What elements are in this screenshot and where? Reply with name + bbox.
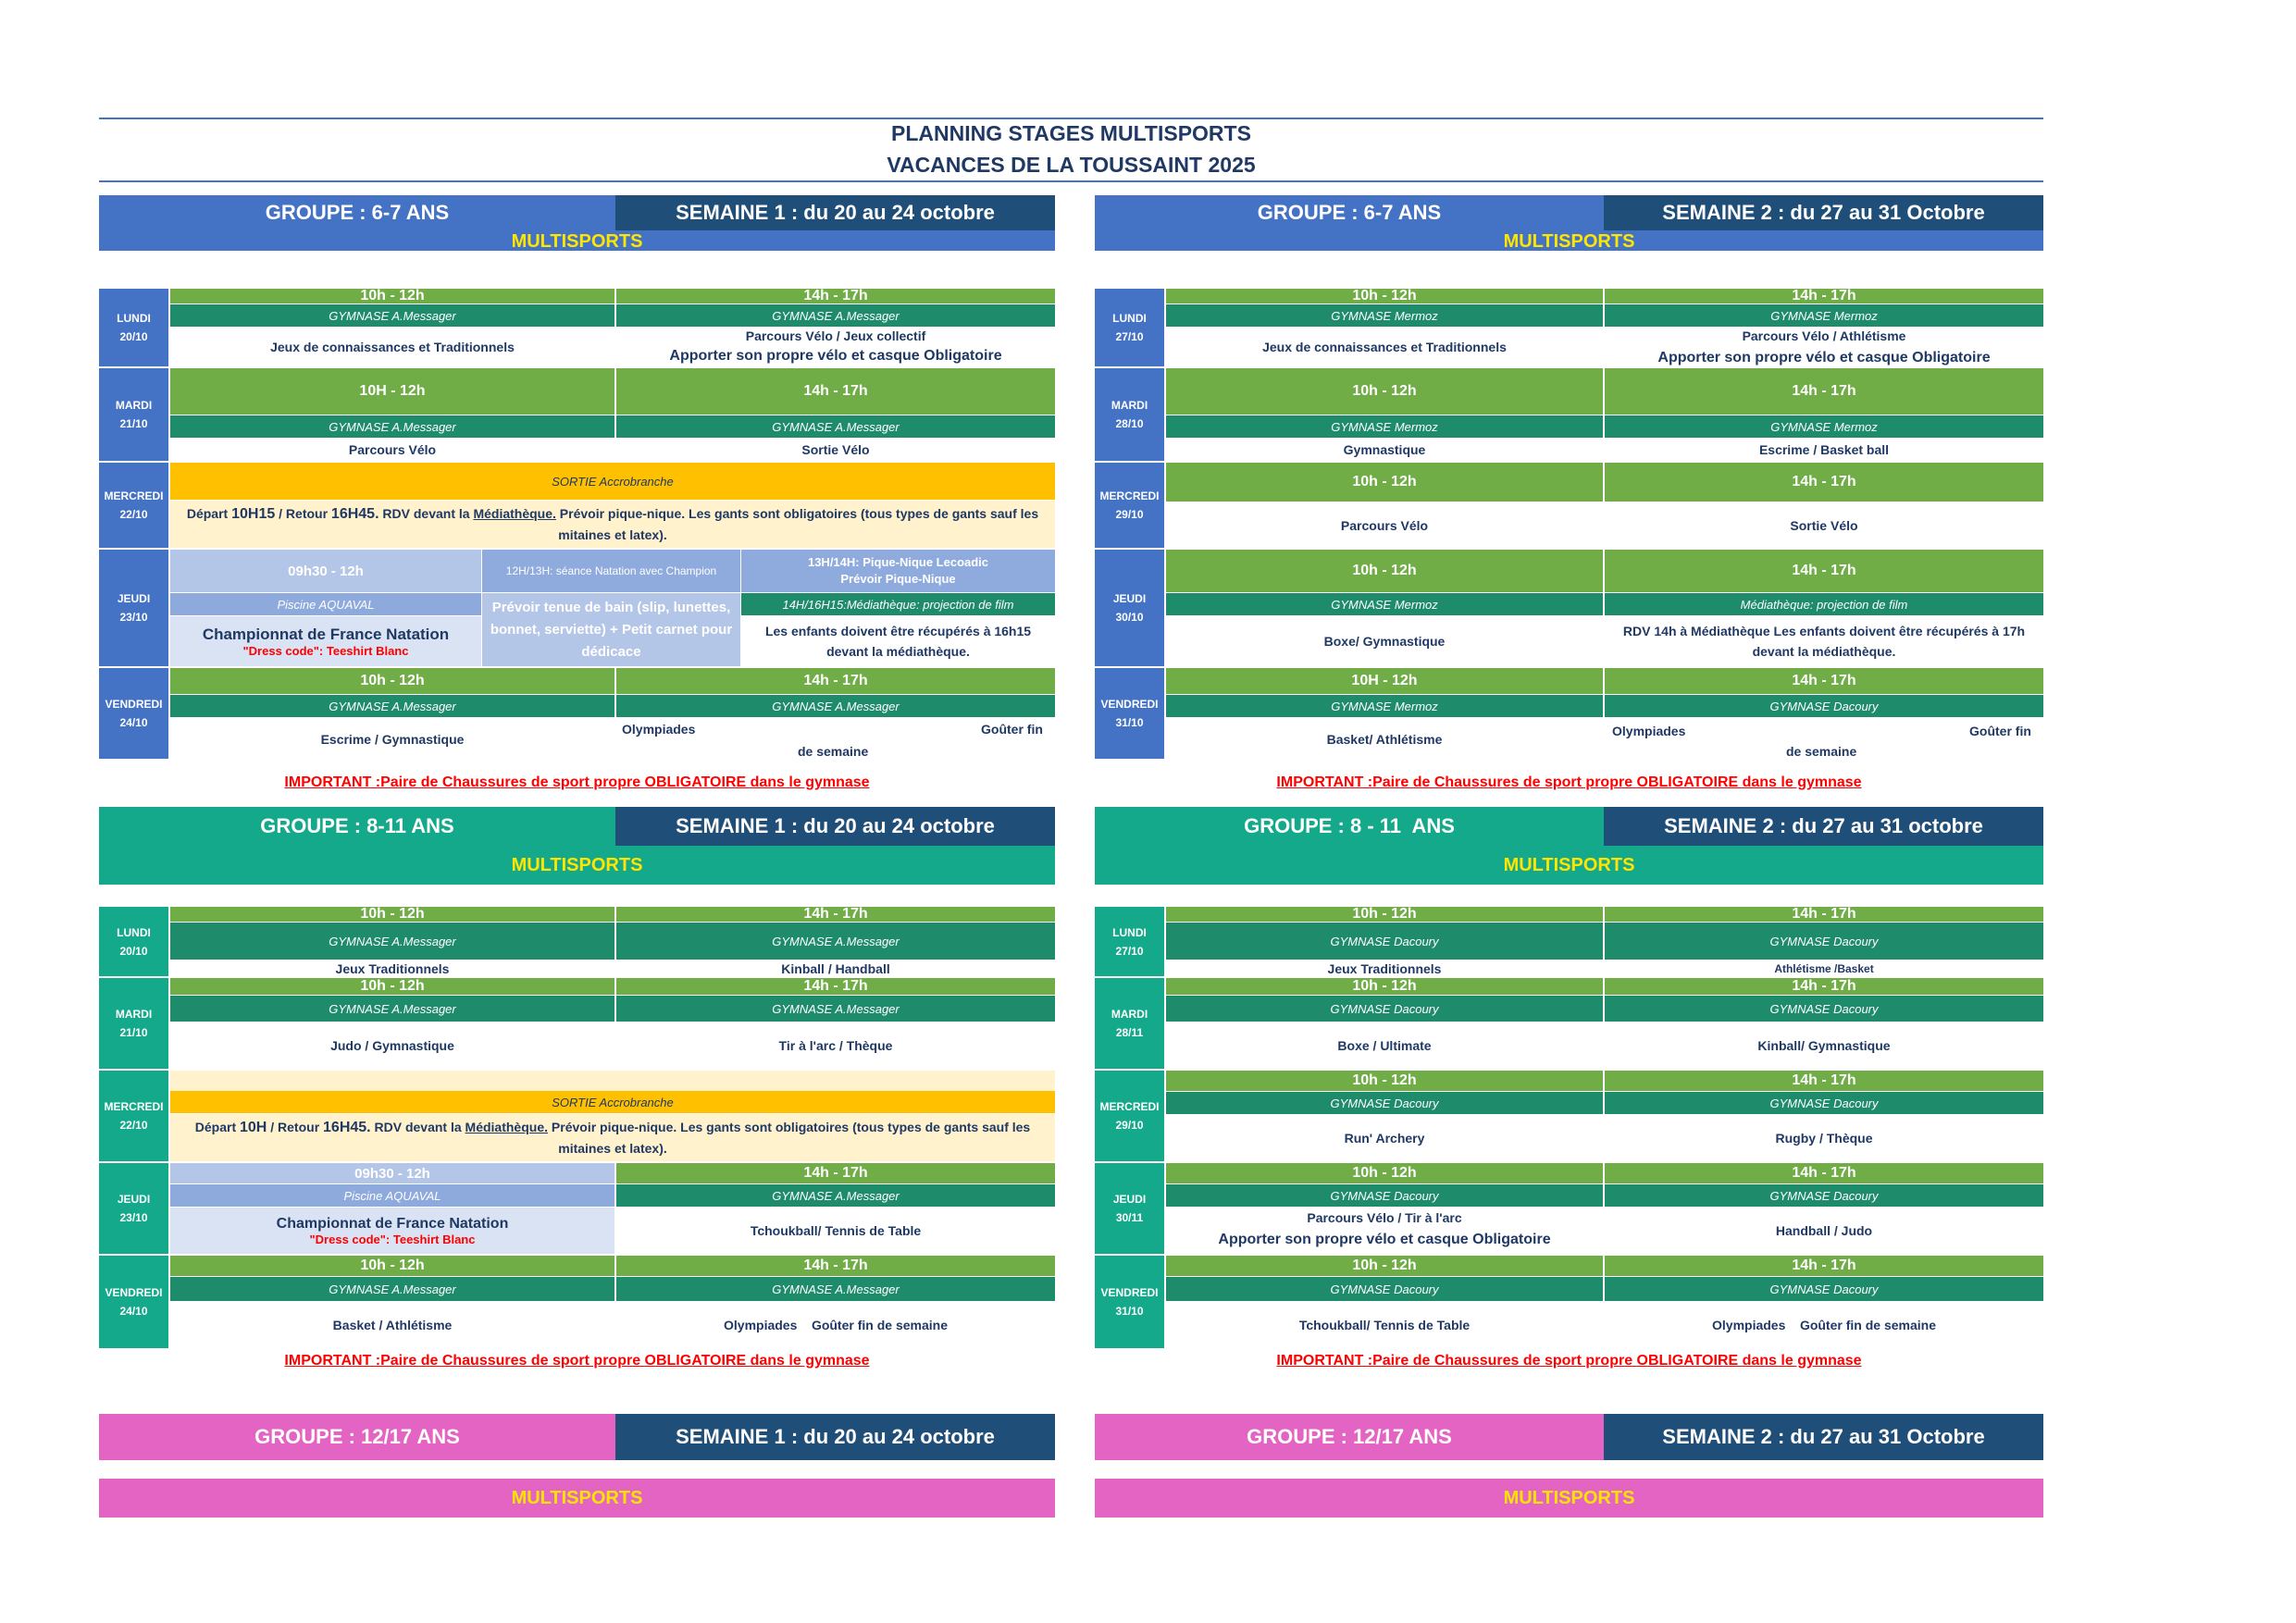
- week-header-1: SEMAINE 1 : du 20 au 24 octobre: [615, 807, 1055, 846]
- time-slot: 14h - 17h: [1605, 289, 2043, 304]
- location: GYMNASE Mermoz: [1166, 304, 1603, 327]
- multisports-label: MULTISPORTS: [1095, 1479, 2043, 1518]
- location: GYMNASE Dacoury: [1605, 923, 2043, 960]
- time-slot: 14h - 17h: [1605, 368, 2043, 415]
- time-slot: 10h - 12h: [1166, 978, 1603, 995]
- activity: Run' Archery: [1344, 1131, 1425, 1146]
- day-mercredi: MERCREDI 22/10: [99, 1071, 168, 1161]
- location: GYMNASE Mermoz: [1166, 593, 1603, 615]
- activity: RDV 14h à Médiathèque Les enfants doivent être récupérés à 17h devant la médiathèque.: [1622, 624, 2026, 659]
- activity: Handball / Judo: [1775, 1223, 1873, 1238]
- day-mardi: MARDI 28/11: [1095, 978, 1164, 1069]
- gouter: Goûter fin: [1969, 724, 2031, 738]
- time-slot: 10h - 12h: [170, 907, 614, 922]
- location: GYMNASE A.Messager: [170, 923, 614, 960]
- location: GYMNASE Dacoury: [1605, 1092, 2043, 1114]
- velo-note: Apporter son propre vélo et casque Obligatoire: [1657, 350, 1991, 365]
- location: GYMNASE Mermoz: [1605, 415, 2043, 438]
- important-note: IMPORTANT :Paire de Chaussures de sport propre OBLIGATOIRE dans le gymnase: [1276, 774, 1862, 790]
- group-header-12-17: GROUPE : 12/17 ANS: [1095, 1414, 1604, 1460]
- week-header-2: SEMAINE 2 : du 27 au 31 Octobre: [1604, 195, 2043, 230]
- multisports-label: MULTISPORTS: [99, 1479, 1055, 1518]
- activity: Jeux de connaissances et Traditionnels: [1262, 340, 1507, 354]
- time-slot: 14h - 17h: [616, 907, 1055, 922]
- time-slot: 10h - 12h: [1166, 368, 1603, 415]
- important-note: IMPORTANT :Paire de Chaussures de sport propre OBLIGATOIRE dans le gymnase: [284, 1353, 870, 1369]
- activity: Rugby / Thèque: [1775, 1131, 1873, 1146]
- location: GYMNASE Dacoury: [1166, 1092, 1603, 1114]
- location: GYMNASE A.Messager: [616, 1184, 1055, 1207]
- location: GYMNASE Dacoury: [1166, 1184, 1603, 1207]
- time-slot: 14h - 17h: [1605, 550, 2043, 592]
- page-title-line1: PLANNING STAGES MULTISPORTS: [891, 121, 1251, 145]
- location: GYMNASE Dacoury: [1166, 996, 1603, 1022]
- activity: Basket/ Athlétisme: [1326, 732, 1443, 747]
- time-slot: 10h - 12h: [1166, 1071, 1603, 1091]
- activity: Olympiades Goûter fin de semaine: [1712, 1318, 1936, 1332]
- activity: Kinball / Handball: [781, 961, 890, 976]
- day-lundi: LUNDI 27/10: [1095, 289, 1164, 366]
- time-slot: 10h - 12h: [170, 978, 614, 995]
- natation-box: [170, 616, 481, 666]
- natation-box: [170, 1208, 614, 1254]
- location: GYMNASE A.Messager: [170, 1277, 614, 1301]
- time-slot: 14h - 17h: [616, 1256, 1055, 1276]
- time-slot: 09h30 - 12h: [170, 1163, 614, 1183]
- time-slot: 14h - 17h: [616, 368, 1055, 415]
- sortie-details: Départ 10H / Retour 16H45. RDV devant la Médiathèque. Prévoir pique-nique. Les gants sont obligatoires (tous types de gants sauf les mitaines et latex).: [170, 1114, 1055, 1161]
- sortie-accrobranche: SORTIE Accrobranche: [170, 463, 1055, 500]
- activity: Kinball/ Gymnastique: [1757, 1038, 1891, 1053]
- activity: Parcours Vélo: [348, 442, 437, 457]
- day-jeudi: JEUDI 30/10: [1095, 550, 1164, 666]
- time-slot: 14h - 17h: [616, 1163, 1055, 1183]
- day-jeudi: JEUDI 23/10: [99, 550, 168, 666]
- day-vendredi: VENDREDI 31/10: [1095, 1256, 1164, 1348]
- time-slot: 10h - 12h: [1166, 550, 1603, 592]
- activity: Parcours Vélo: [1340, 518, 1429, 533]
- multisports-label: MULTISPORTS: [1095, 846, 2043, 885]
- day-vendredi: VENDREDI 31/10: [1095, 668, 1164, 759]
- activity: Jeux de connaissances et Traditionnels: [270, 340, 515, 354]
- day-mardi: MARDI 21/10: [99, 978, 168, 1069]
- activity: Escrime / Gymnastique: [320, 732, 465, 747]
- time-slot: 10h - 12h: [170, 289, 614, 304]
- activity: Athlétisme /Basket: [1774, 962, 1874, 975]
- location: GYMNASE A.Messager: [170, 304, 614, 327]
- location: GYMNASE Mermoz: [1166, 695, 1603, 717]
- olympiades: Olympiades: [622, 722, 696, 737]
- activity: Sortie Vélo: [801, 442, 870, 457]
- time-slot: 14h - 17h: [616, 668, 1055, 694]
- group-header-6-7: GROUPE : 6-7 ANS: [99, 195, 615, 230]
- activity: Jeux Traditionnels: [1327, 961, 1442, 976]
- multisports-label: MULTISPORTS: [1503, 230, 1635, 252]
- day-mercredi: MERCREDI 29/10: [1095, 463, 1164, 548]
- day-lundi: LUNDI 20/10: [99, 289, 168, 366]
- dress-code: "Dress code": Teeshirt Blanc: [309, 1232, 476, 1246]
- location: GYMNASE Dacoury: [1166, 923, 1603, 960]
- gouter: Goûter fin: [981, 722, 1043, 737]
- mercredi-top: [170, 1071, 1055, 1091]
- natation-title: Championnat de France Natation: [202, 625, 450, 643]
- location: GYMNASE Dacoury: [1605, 695, 2043, 717]
- location: GYMNASE A.Messager: [616, 304, 1055, 327]
- activity: Tchoukball/ Tennis de Table: [1298, 1318, 1471, 1332]
- day-mercredi: MERCREDI 29/10: [1095, 1071, 1164, 1161]
- week-header-2: SEMAINE 2 : du 27 au 31 octobre: [1604, 807, 2043, 846]
- day-jeudi: JEUDI 30/11: [1095, 1163, 1164, 1254]
- time-slot: 14h - 17h: [616, 978, 1055, 995]
- time-slot: 14h - 17h: [1605, 1256, 2043, 1276]
- activity: Basket / Athlétisme: [332, 1318, 453, 1332]
- day-vendredi: VENDREDI 24/10: [99, 1256, 168, 1348]
- sortie-details: Départ 10H15 / Retour 16H45. RDV devant la Médiathèque. Prévoir pique-nique. Les gants sont obligatoires (tous types de gants sauf les mitaines et latex).: [170, 501, 1055, 548]
- velo-note: Apporter son propre vélo et casque Obligatoire: [1218, 1232, 1551, 1247]
- activity: Judo / Gymnastique: [330, 1038, 454, 1053]
- de-semaine: de semaine: [798, 744, 869, 759]
- time-slot: 10h - 12h: [1166, 289, 1603, 304]
- day-mardi: MARDI 21/10: [99, 368, 168, 461]
- time-slot: 14h - 17h: [1605, 1163, 2043, 1183]
- title-rule: [99, 180, 2043, 182]
- location: GYMNASE Dacoury: [1166, 1277, 1603, 1301]
- location: GYMNASE A.Messager: [170, 695, 614, 717]
- recup-note: Les enfants doivent être récupérés à 16h15 devant la médiathèque.: [764, 624, 1032, 659]
- activity: Gymnastique: [1343, 442, 1426, 457]
- sortie-accrobranche: SORTIE Accrobranche: [170, 1091, 1055, 1113]
- location: GYMNASE Dacoury: [1605, 1184, 2043, 1207]
- important-note: IMPORTANT :Paire de Chaussures de sport propre OBLIGATOIRE dans le gymnase: [1276, 1353, 1862, 1369]
- day-lundi: LUNDI 20/10: [99, 907, 168, 976]
- group-header-8-11: GROUPE : 8-11 ANS: [99, 807, 615, 846]
- page-title-line2: VACANCES DE LA TOUSSAINT 2025: [887, 153, 1256, 177]
- activity: Sortie Vélo: [1790, 518, 1858, 533]
- time-slot: 14h - 17h: [616, 289, 1055, 304]
- activity: Boxe/ Gymnastique: [1323, 634, 1446, 649]
- time-slot: 10H - 12h: [170, 368, 614, 415]
- dress-code: "Dress code": Teeshirt Blanc: [242, 643, 409, 658]
- de-semaine: de semaine: [1786, 744, 1857, 759]
- location: GYMNASE A.Messager: [616, 1277, 1055, 1301]
- time-slot: 14h - 17h: [1605, 907, 2043, 922]
- day-vendredi: VENDREDI 24/10: [99, 668, 168, 759]
- important-note: IMPORTANT :Paire de Chaussures de sport propre OBLIGATOIRE dans le gymnase: [284, 774, 870, 790]
- location: GYMNASE A.Messager: [616, 923, 1055, 960]
- activity: Escrime / Basket ball: [1758, 442, 1890, 457]
- time-slot: 10H - 12h: [1166, 668, 1603, 694]
- location: Piscine AQUAVAL: [170, 593, 481, 615]
- pique-nique: 13H/14H: Pique-Nique Lecoadic Prévoir Pique-Nique: [741, 550, 1055, 592]
- time-slot: 10h - 12h: [1166, 1256, 1603, 1276]
- multisports-label: MULTISPORTS: [99, 846, 1055, 885]
- time-slot: 09h30 - 12h: [170, 550, 481, 592]
- location: GYMNASE A.Messager: [616, 695, 1055, 717]
- location: GYMNASE Dacoury: [1605, 1277, 2043, 1301]
- olympiades: Olympiades: [1612, 724, 1686, 738]
- day-lundi: LUNDI 27/10: [1095, 907, 1164, 976]
- day-mardi: MARDI 28/10: [1095, 368, 1164, 461]
- activity: Parcours Vélo / Tir à l'arc: [1307, 1210, 1462, 1225]
- week-header-1: SEMAINE 1 : du 20 au 24 octobre: [615, 1414, 1055, 1460]
- location: GYMNASE A.Messager: [616, 415, 1055, 438]
- natation-title: Championnat de France Natation: [276, 1215, 509, 1232]
- activity: Tir à l'arc / Thèque: [778, 1038, 893, 1053]
- activity: Olympiades Goûter fin de semaine: [724, 1318, 948, 1332]
- group-header-12-17: GROUPE : 12/17 ANS: [99, 1414, 615, 1460]
- time-slot: 10h - 12h: [1166, 907, 1603, 922]
- activity: Parcours Vélo / Jeux collectif: [745, 328, 926, 343]
- activity: Jeux Traditionnels: [335, 961, 450, 976]
- projection: 14H/16H15:Médiathèque: projection de film: [741, 593, 1055, 615]
- location: Piscine AQUAVAL: [170, 1184, 614, 1207]
- time-slot: 14h - 17h: [1605, 978, 2043, 995]
- week-header-1: SEMAINE 1 : du 20 au 24 octobre: [615, 195, 1055, 230]
- location: GYMNASE A.Messager: [616, 996, 1055, 1022]
- multisports-label: MULTISPORTS: [511, 230, 643, 252]
- week-header-2: SEMAINE 2 : du 27 au 31 Octobre: [1604, 1414, 2043, 1460]
- time-slot: 14h - 17h: [1605, 668, 2043, 694]
- group-header-6-7: GROUPE : 6-7 ANS: [1095, 195, 1604, 230]
- location: GYMNASE Mermoz: [1166, 415, 1603, 438]
- activity: Tchoukball/ Tennis de Table: [750, 1223, 922, 1238]
- day-jeudi: JEUDI 23/10: [99, 1163, 168, 1254]
- group-header-8-11: GROUPE : 8 - 11 ANS: [1095, 807, 1604, 846]
- day-mercredi: MERCREDI 22/10: [99, 463, 168, 548]
- time-slot: 10h - 12h: [170, 1256, 614, 1276]
- time-slot: 10h - 12h: [1166, 463, 1603, 502]
- velo-note: Apporter son propre vélo et casque Obligatoire: [669, 348, 1002, 364]
- activity: Parcours Vélo / Athlétisme: [1742, 328, 1906, 343]
- time-slot: 10h - 12h: [1166, 1163, 1603, 1183]
- location: GYMNASE A.Messager: [170, 996, 614, 1022]
- activity: Boxe / Ultimate: [1337, 1038, 1432, 1053]
- time-slot: 14h - 17h: [1605, 463, 2043, 502]
- time-slot: 10h - 12h: [170, 668, 614, 694]
- location: GYMNASE Dacoury: [1605, 996, 2043, 1022]
- location: GYMNASE Mermoz: [1605, 304, 2043, 327]
- location: GYMNASE A.Messager: [170, 415, 614, 438]
- champion-session: 12H/13H: séance Natation avec Champion: [482, 550, 740, 592]
- time-slot: 14h - 17h: [1605, 1071, 2043, 1091]
- location: Médiathèque: projection de film: [1605, 593, 2043, 615]
- tenue-note: Prévoir tenue de bain (slip, lunettes, bonnet, serviette) + Petit carnet pour dédicace: [482, 593, 740, 666]
